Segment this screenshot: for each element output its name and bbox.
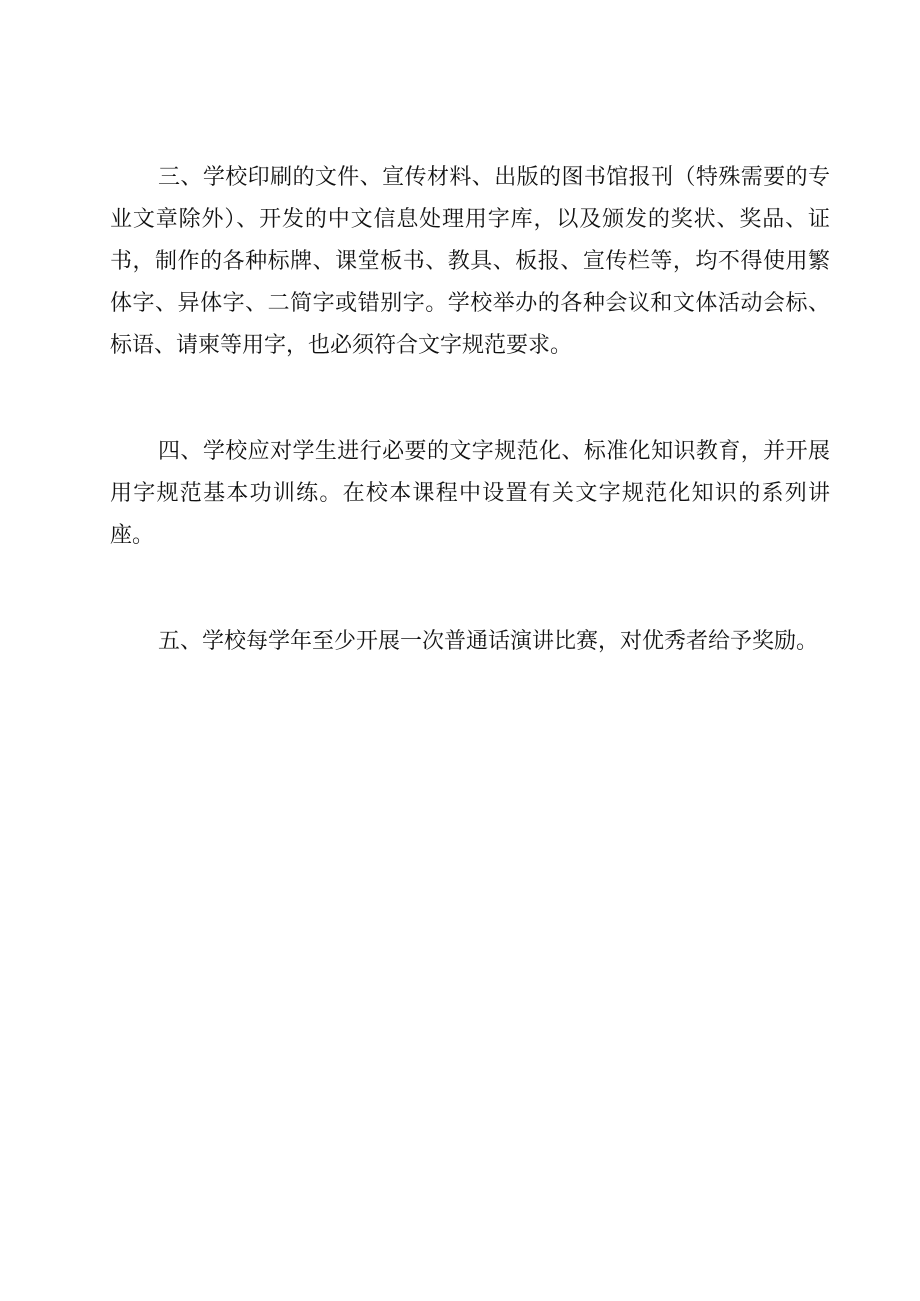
document-body bbox=[110, 157, 830, 727]
paragraph-three: 三、学校印刷的文件、宣传材料、出版的图书馆报刊（特殊需要的专业文章除外）、开发的中文信息处理用字库，以及颁发的奖状、奖品、证书，制作的各种标牌、课堂板书、教具、板报、宣传栏等，均不得使用繁体字、异体字、二简字或错别字。学校举办的各种会议和文体活动会标、标语、请柬等用字，也必须符合文字规范要求。 bbox=[110, 165, 830, 358]
paragraph-four: 四、学校应对学生进行必要的文字规范化、标准化知识教育，并开展用字规范基本功训练。在校本课程中设置有关文字规范化知识的系列讲座。 bbox=[110, 439, 830, 548]
paragraph-five: 五、学校每学年至少开展一次普通话演讲比赛，对优秀者给予奖励。 bbox=[158, 629, 819, 654]
